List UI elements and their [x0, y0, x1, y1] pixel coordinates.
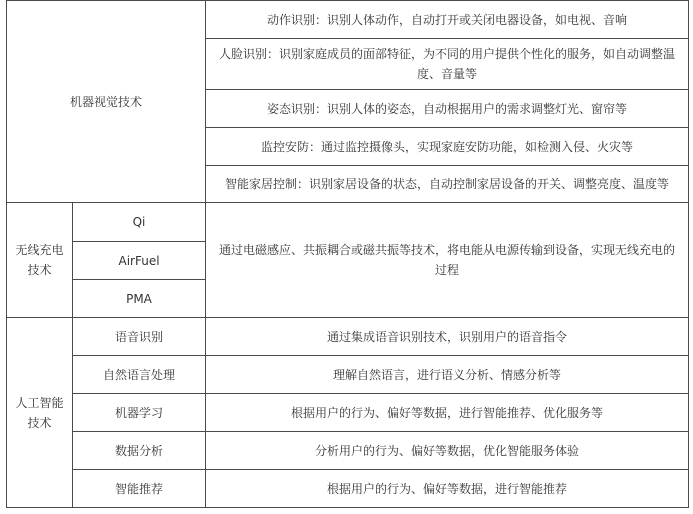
description-cell: 通过电磁感应、共振耦合或磁共振等技术，将电能从电源传输到设备，实现无线充电的过程: [206, 203, 689, 318]
standard-cell: PMA: [73, 280, 206, 318]
description-cell: 动作识别：识别人体动作，自动打开或关闭电器设备，如电视、音响: [206, 1, 689, 39]
standard-cell: Qi: [73, 203, 206, 242]
description-cell: 人脸识别：识别家庭成员的面部特征，为不同的用户提供个性化的服务，如自动调整温度、音量等: [206, 39, 689, 90]
ai-technique-cell: 自然语言处理: [73, 356, 206, 394]
smart-home-tech-table: [6, 0, 689, 508]
ai-technique-cell: 语音识别: [73, 318, 206, 356]
standard-cell: AirFuel: [73, 242, 206, 280]
description-cell: 监控安防：通过监控摄像头，实现家庭安防功能，如检测入侵、火灾等: [206, 128, 689, 166]
ai-technique-cell: 数据分析: [73, 432, 206, 470]
category-cell-wireless-charging: 无线充电技术: [7, 203, 73, 318]
ai-technique-cell: 智能推荐: [73, 470, 206, 508]
description-cell: 根据用户的行为、偏好等数据，进行智能推荐、优化服务等: [206, 394, 689, 432]
table-row: [7, 1, 689, 39]
description-cell: 智能家居控制：识别家居设备的状态，自动控制家居设备的开关、调整亮度、温度等: [206, 166, 689, 203]
description-cell: 分析用户的行为、偏好等数据，优化智能服务体验: [206, 432, 689, 470]
category-cell-ai: 人工智能技术: [7, 318, 73, 508]
description-cell: 姿态识别：识别人体的姿态，自动根据用户的需求调整灯光、窗帘等: [206, 90, 689, 128]
table-row: [7, 203, 689, 242]
table-row: [7, 470, 689, 508]
table-row: [7, 318, 689, 356]
category-cell-machine-vision: 机器视觉技术: [7, 1, 206, 203]
description-cell: 通过集成语音识别技术，识别用户的语音指令: [206, 318, 689, 356]
tech-table-container: [6, 0, 688, 508]
table-row: [7, 356, 689, 394]
table-row: [7, 394, 689, 432]
description-cell: 根据用户的行为、偏好等数据，进行智能推荐: [206, 470, 689, 508]
table-row: [7, 432, 689, 470]
description-cell: 理解自然语言，进行语义分析、情感分析等: [206, 356, 689, 394]
ai-technique-cell: 机器学习: [73, 394, 206, 432]
